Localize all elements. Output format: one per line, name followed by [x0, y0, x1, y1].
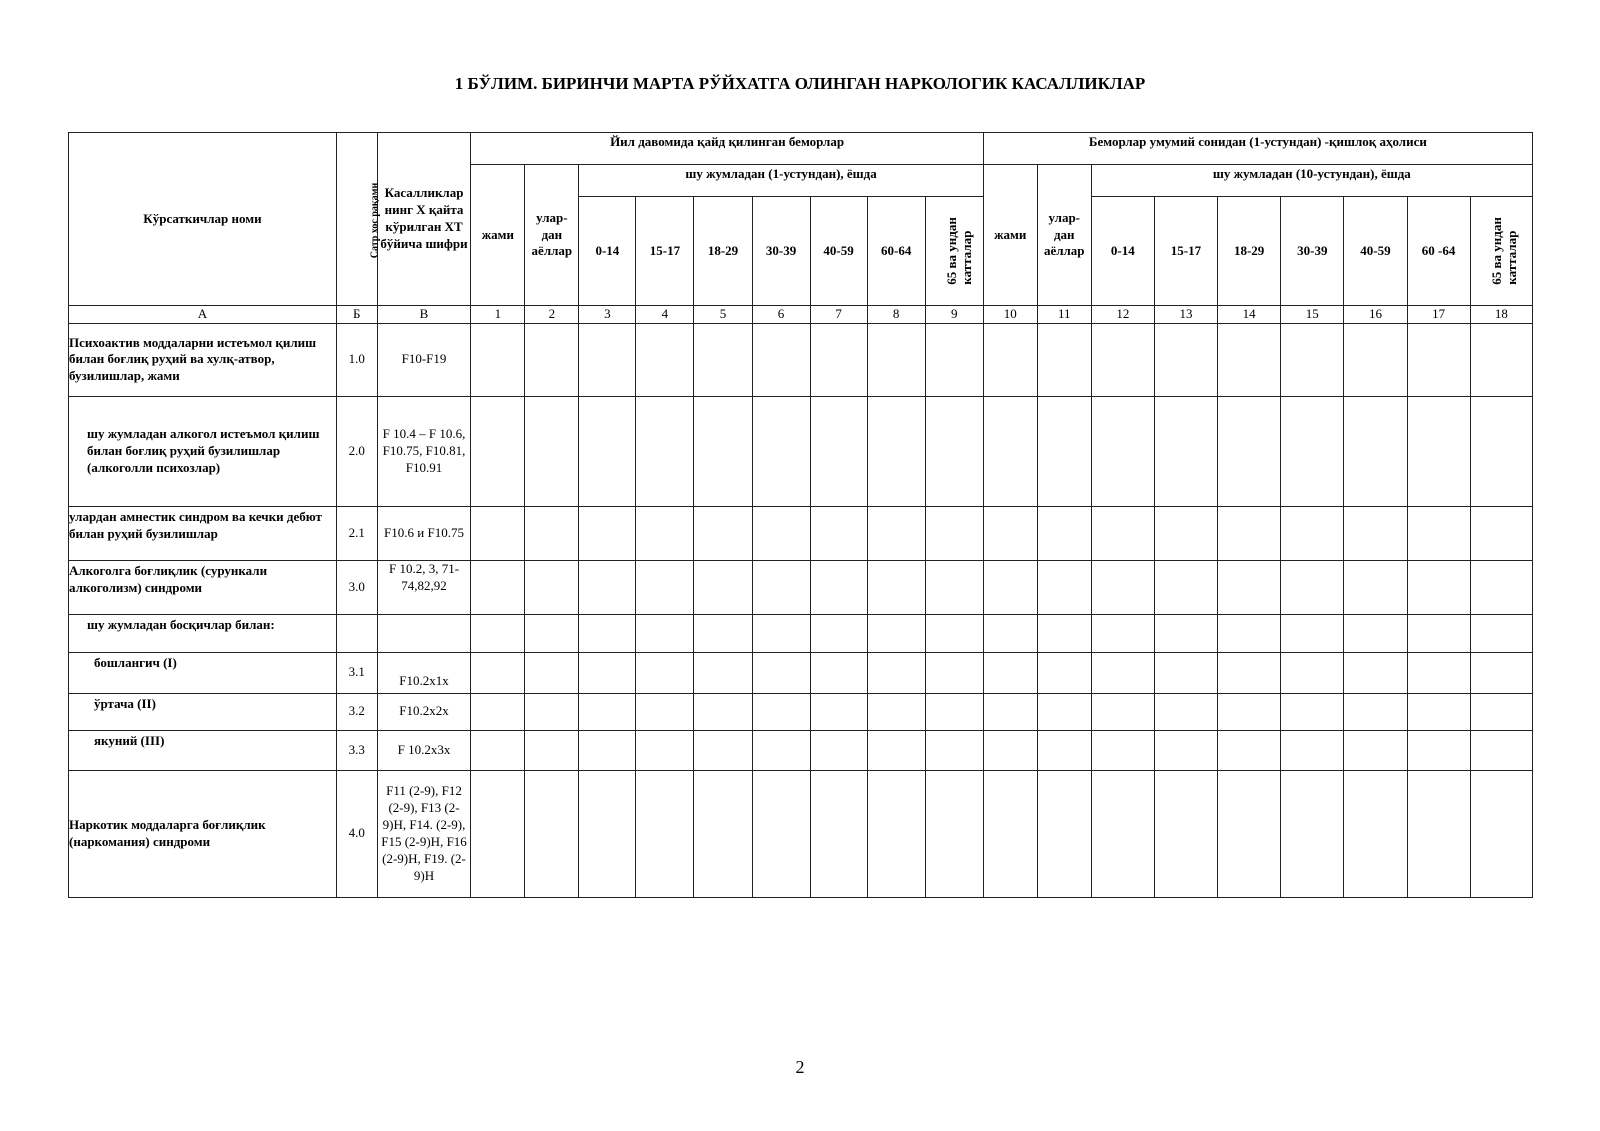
data-cell[interactable] — [1344, 730, 1407, 770]
data-cell[interactable] — [636, 506, 694, 560]
data-cell[interactable] — [1154, 323, 1217, 396]
table-row — [69, 730, 1533, 770]
data-cell[interactable] — [1281, 560, 1344, 614]
data-cell[interactable] — [1281, 506, 1344, 560]
header-group1: Йил давомида қайд қилинган беморлар — [471, 133, 983, 165]
data-cell[interactable] — [1037, 323, 1091, 396]
data-cell[interactable] — [810, 730, 867, 770]
data-cell[interactable] — [752, 614, 810, 652]
row-number: 2.1 — [336, 506, 377, 560]
data-cell[interactable] — [636, 652, 694, 693]
data-cell[interactable] — [579, 770, 636, 897]
data-cell[interactable] — [752, 652, 810, 693]
table-row — [69, 652, 1533, 693]
data-cell[interactable] — [925, 396, 983, 506]
col-letter: 13 — [1154, 306, 1217, 324]
data-cell[interactable] — [1154, 396, 1217, 506]
data-cell[interactable] — [1037, 730, 1091, 770]
row-label: Наркотик моддаларга боғлиқлик (наркомания) синдроми — [69, 770, 337, 897]
data-cell[interactable] — [1470, 770, 1532, 897]
data-cell[interactable] — [810, 396, 867, 506]
data-cell[interactable] — [1344, 652, 1407, 693]
data-cell[interactable] — [525, 506, 579, 560]
data-cell[interactable] — [1344, 323, 1407, 396]
row-code: F 10.4 – F 10.6, F10.75, F10.81, F10.91 — [377, 396, 471, 506]
data-cell[interactable] — [471, 396, 525, 506]
data-cell[interactable] — [1154, 730, 1217, 770]
header-sub1: шу жумладан (1-устундан), ёшда — [579, 165, 983, 197]
data-cell[interactable] — [1470, 730, 1532, 770]
header-row-code: Сатр хос рақами — [336, 133, 377, 306]
data-cell[interactable] — [1218, 693, 1281, 730]
data-cell[interactable] — [983, 323, 1037, 396]
col-letter: 6 — [752, 306, 810, 324]
data-cell[interactable] — [579, 560, 636, 614]
col-letter: 18 — [1470, 306, 1532, 324]
data-cell[interactable] — [579, 652, 636, 693]
data-cell[interactable] — [694, 506, 752, 560]
data-cell[interactable] — [471, 323, 525, 396]
data-cell[interactable] — [525, 770, 579, 897]
row-code: F 10.2, 3, 71- 74,82,92 — [377, 560, 471, 614]
age-col-2: 15-17 — [636, 197, 694, 306]
row-code: F10.2x2x — [377, 693, 471, 730]
data-cell[interactable] — [1218, 614, 1281, 652]
data-cell[interactable] — [810, 652, 867, 693]
age-col-6: 60-64 — [867, 197, 925, 306]
data-cell[interactable] — [1470, 693, 1532, 730]
col-letter: 12 — [1091, 306, 1154, 324]
data-cell[interactable] — [636, 560, 694, 614]
table-row — [69, 560, 1533, 614]
row-code — [377, 614, 471, 652]
col-letter: Б — [336, 306, 377, 324]
row-code: F10-F19 — [377, 323, 471, 396]
data-cell[interactable] — [1154, 693, 1217, 730]
data-cell[interactable] — [1470, 652, 1532, 693]
data-cell[interactable] — [1091, 323, 1154, 396]
data-cell[interactable] — [1281, 730, 1344, 770]
row-code: F 10.2x3x — [377, 730, 471, 770]
data-cell[interactable] — [1344, 506, 1407, 560]
header-indicator-name: Кўрсаткичлар номи — [69, 133, 337, 306]
data-cell[interactable] — [471, 770, 525, 897]
data-cell[interactable] — [1470, 396, 1532, 506]
data-cell[interactable] — [636, 730, 694, 770]
data-cell[interactable] — [694, 770, 752, 897]
row-number: 3.1 — [336, 652, 377, 693]
col-letter: А — [69, 306, 337, 324]
row-label: Алкоголга боғлиқлик (сурункали алкоголизм) синдроми — [69, 560, 337, 614]
col-letter: 1 — [471, 306, 525, 324]
row-label: ўртача (II) — [69, 693, 337, 730]
data-cell[interactable] — [579, 614, 636, 652]
data-cell[interactable] — [1091, 652, 1154, 693]
data-cell[interactable] — [983, 730, 1037, 770]
data-cell[interactable] — [636, 614, 694, 652]
data-cell[interactable] — [1218, 770, 1281, 897]
data-cell[interactable] — [1407, 560, 1470, 614]
data-cell[interactable] — [1091, 693, 1154, 730]
row-code: F11 (2-9), F12 (2-9), F13 (2-9)H, F14. (2-9), F15 (2-9)H, F16 (2-9)H, F19. (2-9)H — [377, 770, 471, 897]
data-cell[interactable] — [867, 323, 925, 396]
data-cell[interactable] — [1407, 323, 1470, 396]
data-cell[interactable] — [1407, 396, 1470, 506]
data-cell[interactable] — [925, 560, 983, 614]
data-cell[interactable] — [810, 560, 867, 614]
data-cell[interactable] — [579, 693, 636, 730]
row-code: F10.2x1x — [377, 652, 471, 693]
data-cell[interactable] — [925, 652, 983, 693]
data-cell[interactable] — [752, 730, 810, 770]
row-label: Психоактив моддаларни истеъмол қилиш билан боғлиқ руҳий ва хулқ-атвор, бузилишлар, жами — [69, 323, 337, 396]
data-cell[interactable] — [525, 730, 579, 770]
col-letter: 14 — [1218, 306, 1281, 324]
data-cell[interactable] — [983, 396, 1037, 506]
data-cell[interactable] — [983, 614, 1037, 652]
row-number — [336, 614, 377, 652]
data-cell[interactable] — [1470, 560, 1532, 614]
data-cell[interactable] — [867, 730, 925, 770]
data-cell[interactable] — [525, 693, 579, 730]
data-cell[interactable] — [1407, 652, 1470, 693]
data-cell[interactable] — [1407, 506, 1470, 560]
data-cell[interactable] — [471, 652, 525, 693]
col-letter: 15 — [1281, 306, 1344, 324]
data-cell[interactable] — [867, 770, 925, 897]
col-letter: 3 — [579, 306, 636, 324]
data-cell[interactable] — [810, 506, 867, 560]
data-cell[interactable] — [694, 323, 752, 396]
data-cell[interactable] — [1154, 614, 1217, 652]
column-letters-row — [69, 306, 1533, 324]
data-cell[interactable] — [1344, 396, 1407, 506]
header-women-2: улар- дан аёллар — [1037, 165, 1091, 306]
data-cell[interactable] — [867, 693, 925, 730]
data-cell[interactable] — [694, 693, 752, 730]
col-letter: 7 — [810, 306, 867, 324]
data-cell[interactable] — [925, 730, 983, 770]
data-cell[interactable] — [925, 323, 983, 396]
page-title: 1 БЎЛИМ. БИРИНЧИ МАРТА РЎЙХАТГА ОЛИНГАН НАРКОЛОГИК КАСАЛЛИКЛАР — [454, 74, 1146, 93]
data-cell[interactable] — [752, 323, 810, 396]
row-number: 3.2 — [336, 693, 377, 730]
data-cell[interactable] — [1344, 560, 1407, 614]
data-cell[interactable] — [694, 730, 752, 770]
data-cell[interactable] — [1281, 770, 1344, 897]
header-total-2: жами — [983, 165, 1037, 306]
data-cell[interactable] — [694, 396, 752, 506]
data-cell[interactable] — [636, 770, 694, 897]
col-letter: 4 — [636, 306, 694, 324]
data-cell[interactable] — [1037, 652, 1091, 693]
data-cell[interactable] — [1407, 693, 1470, 730]
data-cell[interactable] — [1218, 652, 1281, 693]
age-col-15: 30-39 — [1281, 197, 1344, 306]
page-number: 2 — [795, 1057, 805, 1077]
data-cell[interactable] — [810, 323, 867, 396]
data-cell[interactable] — [1281, 614, 1344, 652]
data-cell[interactable] — [925, 506, 983, 560]
data-cell[interactable] — [1470, 506, 1532, 560]
data-cell[interactable] — [525, 323, 579, 396]
age-col-65plus-1: 65 ва ундан катталар — [925, 197, 983, 306]
row-label: шу жумладан алкогол истеъмол қилиш билан боғлиқ руҳий бузилишлар (алкоголли психозлар) — [69, 396, 337, 506]
data-cell[interactable] — [471, 730, 525, 770]
data-cell[interactable] — [1218, 506, 1281, 560]
data-cell[interactable] — [925, 770, 983, 897]
data-cell[interactable] — [1218, 396, 1281, 506]
data-cell[interactable] — [752, 506, 810, 560]
data-cell[interactable] — [867, 396, 925, 506]
data-cell[interactable] — [1091, 614, 1154, 652]
col-letter: 9 — [925, 306, 983, 324]
table-row — [69, 323, 1533, 396]
header-sub2: шу жумладан (10-устундан), ёшда — [1091, 165, 1532, 197]
data-cell[interactable] — [1218, 560, 1281, 614]
data-cell[interactable] — [471, 693, 525, 730]
data-cell[interactable] — [867, 560, 925, 614]
col-letter: В — [377, 306, 471, 324]
data-cell[interactable] — [925, 693, 983, 730]
row-number: 3.3 — [336, 730, 377, 770]
data-cell[interactable] — [1407, 614, 1470, 652]
data-cell[interactable] — [1091, 560, 1154, 614]
data-cell[interactable] — [1281, 323, 1344, 396]
data-cell[interactable] — [694, 614, 752, 652]
data-cell[interactable] — [1037, 693, 1091, 730]
data-cell[interactable] — [471, 560, 525, 614]
data-cell[interactable] — [810, 693, 867, 730]
data-cell[interactable] — [1218, 730, 1281, 770]
data-cell[interactable] — [810, 770, 867, 897]
data-cell[interactable] — [1281, 396, 1344, 506]
row-number: 1.0 — [336, 323, 377, 396]
data-cell[interactable] — [471, 506, 525, 560]
row-number: 3.0 — [336, 560, 377, 614]
row-label: якуний (III) — [69, 730, 337, 770]
data-cell[interactable] — [525, 652, 579, 693]
data-cell[interactable] — [1091, 396, 1154, 506]
data-cell[interactable] — [752, 560, 810, 614]
data-cell[interactable] — [636, 323, 694, 396]
data-cell[interactable] — [1154, 560, 1217, 614]
data-cell[interactable] — [983, 560, 1037, 614]
age-col-12: 0-14 — [1091, 197, 1154, 306]
table-row — [69, 770, 1533, 897]
data-cell[interactable] — [1407, 730, 1470, 770]
table-row — [69, 693, 1533, 730]
data-cell[interactable] — [1037, 506, 1091, 560]
data-cell[interactable] — [1407, 770, 1470, 897]
data-cell[interactable] — [1091, 506, 1154, 560]
col-letter: 10 — [983, 306, 1037, 324]
report-table — [68, 132, 1533, 898]
data-cell[interactable] — [1091, 730, 1154, 770]
row-code: F10.6 и F10.75 — [377, 506, 471, 560]
data-cell[interactable] — [983, 770, 1037, 897]
row-number: 2.0 — [336, 396, 377, 506]
age-col-5: 40-59 — [810, 197, 867, 306]
row-label: бошлангич (I) — [69, 652, 337, 693]
data-cell[interactable] — [1154, 652, 1217, 693]
row-number: 4.0 — [336, 770, 377, 897]
data-cell[interactable] — [579, 396, 636, 506]
header-icd-code: Касалликлар нинг X қайта кўрилган ХТ бўйича шифри — [377, 133, 471, 306]
data-cell[interactable] — [471, 614, 525, 652]
age-col-17: 60 -64 — [1407, 197, 1470, 306]
data-cell[interactable] — [525, 614, 579, 652]
header-women-1: улар- дан аёллар — [525, 165, 579, 306]
data-cell[interactable] — [925, 614, 983, 652]
data-cell[interactable] — [810, 614, 867, 652]
table-row — [69, 396, 1533, 506]
data-cell[interactable] — [1037, 396, 1091, 506]
data-cell[interactable] — [1037, 560, 1091, 614]
data-cell[interactable] — [1344, 614, 1407, 652]
age-col-3: 18-29 — [694, 197, 752, 306]
header-group2: Беморлар умумий сонидан (1-устундан) -қишлоқ аҳолиси — [983, 133, 1532, 165]
data-cell[interactable] — [983, 652, 1037, 693]
header-total-1: жами — [471, 165, 525, 306]
row-label: шу жумладан босқичлар билан: — [69, 614, 337, 652]
age-col-14: 18-29 — [1218, 197, 1281, 306]
col-letter: 8 — [867, 306, 925, 324]
data-cell[interactable] — [694, 560, 752, 614]
data-cell[interactable] — [1154, 770, 1217, 897]
data-cell[interactable] — [867, 652, 925, 693]
col-letter: 2 — [525, 306, 579, 324]
data-cell[interactable] — [1037, 770, 1091, 897]
data-cell[interactable] — [752, 396, 810, 506]
data-cell[interactable] — [1091, 770, 1154, 897]
data-cell[interactable] — [867, 506, 925, 560]
age-col-13: 15-17 — [1154, 197, 1217, 306]
data-cell[interactable] — [1154, 506, 1217, 560]
row-label: улардан амнестик синдром ва кечки дебют билан руҳий бузилишлар — [69, 506, 337, 560]
col-letter: 17 — [1407, 306, 1470, 324]
data-cell[interactable] — [579, 506, 636, 560]
data-cell[interactable] — [983, 693, 1037, 730]
data-cell[interactable] — [1344, 770, 1407, 897]
data-cell[interactable] — [983, 506, 1037, 560]
data-cell[interactable] — [1470, 614, 1532, 652]
data-cell[interactable] — [1470, 323, 1532, 396]
col-letter: 11 — [1037, 306, 1091, 324]
data-cell[interactable] — [752, 693, 810, 730]
data-cell[interactable] — [636, 396, 694, 506]
data-cell[interactable] — [752, 770, 810, 897]
data-cell[interactable] — [1344, 693, 1407, 730]
age-col-65plus-2: 65 ва ундан катталар — [1470, 197, 1532, 306]
data-cell[interactable] — [636, 693, 694, 730]
age-col-4: 30-39 — [752, 197, 810, 306]
col-letter: 16 — [1344, 306, 1407, 324]
age-col-1: 0-14 — [579, 197, 636, 306]
table-row — [69, 506, 1533, 560]
data-cell[interactable] — [867, 614, 925, 652]
data-cell[interactable] — [525, 560, 579, 614]
data-cell[interactable] — [1037, 614, 1091, 652]
data-cell[interactable] — [1281, 693, 1344, 730]
col-letter: 5 — [694, 306, 752, 324]
data-cell[interactable] — [579, 730, 636, 770]
data-cell[interactable] — [1218, 323, 1281, 396]
table-row — [69, 614, 1533, 652]
data-cell[interactable] — [525, 396, 579, 506]
data-cell[interactable] — [1281, 652, 1344, 693]
data-cell[interactable] — [694, 652, 752, 693]
data-cell[interactable] — [579, 323, 636, 396]
age-col-16: 40-59 — [1344, 197, 1407, 306]
